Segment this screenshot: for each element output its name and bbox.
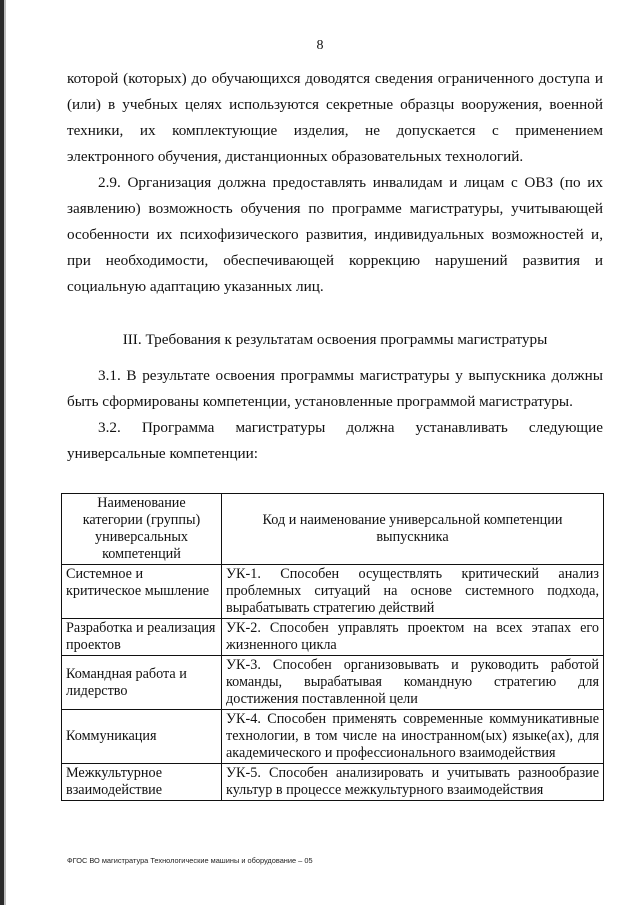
table-row — [62, 656, 604, 710]
paragraph-3-1: 3.1. В результате освоения программы магистратуры у выпускника должны быть сформированы компетенции, установленные программой магистратуры. — [67, 367, 603, 410]
competence-cell: УК-1. Способен осуществлять критический анализ проблемных ситуаций на основе системного подхода, вырабатывать стратегию действий — [222, 565, 604, 619]
table-row — [62, 565, 604, 619]
table-row — [62, 619, 604, 656]
page-footer: ФГОС ВО магистратура Технологические машины и оборудование – 05 — [67, 856, 313, 865]
paragraph-3-2: 3.2. Программа магистратуры должна устанавливать следующие универсальные компетенции: — [67, 419, 603, 462]
category-cell: Системное и критическое мышление — [62, 565, 222, 619]
table-header-row — [62, 494, 604, 565]
header-category: Наименование категории (группы) универсальных компетенций — [62, 494, 222, 565]
competence-cell: УК-3. Способен организовывать и руководить работой команды, вырабатывая командную стратегию для достижения поставленной цели — [222, 656, 604, 710]
table-row — [62, 764, 604, 801]
category-cell: Командная работа и лидерство — [62, 656, 222, 710]
category-cell: Разработка и реализация проектов — [62, 619, 222, 656]
header-competence: Код и наименование универсальной компетенции выпускника — [222, 494, 604, 565]
competence-cell: УК-2. Способен управлять проектом на всех этапах его жизненного цикла — [222, 619, 604, 656]
category-cell: Коммуникация — [62, 710, 222, 764]
page-number: 8 — [316, 38, 324, 53]
competence-cell: УК-4. Способен применять современные коммуникативные технологии, в том числе на иностранном(ых) языке(ах), для академического и профессионального взаимодействия — [222, 710, 604, 764]
paragraph-2-9: 2.9. Организация должна предоставлять инвалидам и лицам с ОВЗ (по их заявлению) возможность обучения по программе магистратуры, учитывающей особенности их психофизического развития, индивидуальных возможностей и, при необходимости, обеспечивающей коррекцию нарушений развития и социальную адаптацию указанных лиц. — [67, 174, 603, 295]
category-cell: Межкультурное взаимодействие — [62, 764, 222, 801]
paragraph-continuation: которой (которых) до обучающихся доводятся сведения ограниченного доступа и (или) в учебных целях используются секретные образцы вооружения, военной техники, их комплектующие изделия, не допускается с применением электронного обучения, дистанционных образовательных технологий. — [67, 70, 603, 165]
body-text — [67, 66, 603, 467]
competencies-table — [61, 493, 604, 801]
competence-cell: УК-5. Способен анализировать и учитывать разнообразие культур в процессе межкультурного взаимодействия — [222, 764, 604, 801]
section-heading: III. Требования к результатам освоения программы магистратуры — [122, 331, 548, 348]
table-row — [62, 710, 604, 764]
